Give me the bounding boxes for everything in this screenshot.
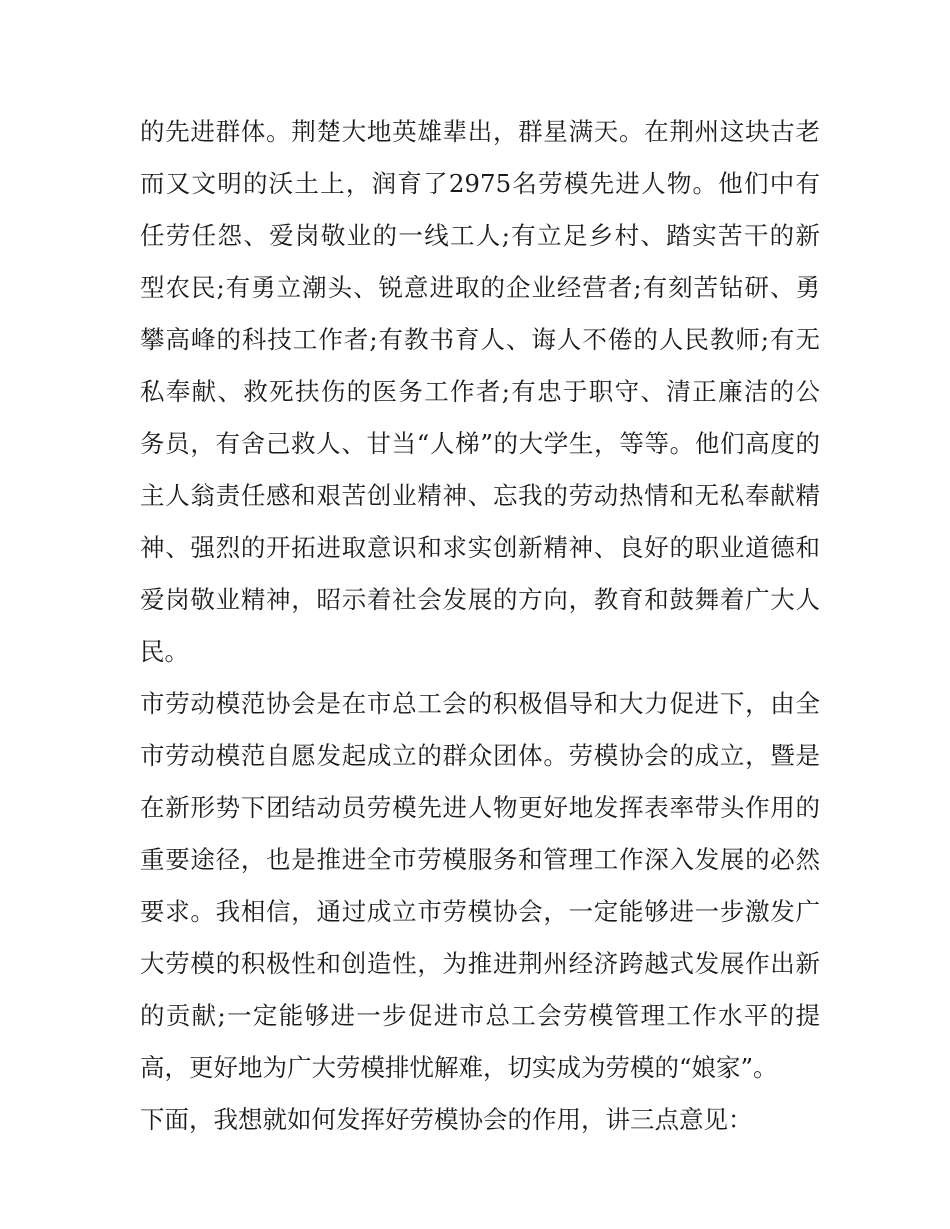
text-line: 重要途径，也是推进全市劳模服务和管理工作深入发展的必然 [140, 845, 820, 874]
paragraph [140, 106, 820, 678]
text-line: 任劳任怨、爱岗敬业的一线工人;有立足乡村、踏实苦干的新 [140, 221, 820, 250]
document-body [140, 106, 820, 1146]
text-line: 而又文明的沃土上，润育了2975名劳模先进人物。他们中有 [140, 169, 820, 198]
text-line: 务员，有舍己救人、甘当“人梯”的大学生，等等。他们高度的 [140, 429, 820, 458]
paragraph [140, 1094, 820, 1146]
text-line: 神、强烈的开拓进取意识和求实创新精神、良好的职业道德和 [140, 533, 820, 562]
text-line: 的先进群体。荆楚大地英雄辈出，群星满天。在荆州这块古老 [140, 117, 820, 146]
text-line: 民。 [140, 637, 189, 666]
text-line: 的贡献;一定能够进一步促进市总工会劳模管理工作水平的提 [140, 1001, 820, 1030]
text-line: 私奉献、救死扶伤的医务工作者;有忠于职守、清正廉洁的公 [140, 377, 820, 406]
text-line: 下面，我想就如何发挥好劳模协会的作用，讲三点意见： [140, 1105, 753, 1134]
text-line: 在新形势下团结动员劳模先进人物更好地发挥表率带头作用的 [140, 793, 820, 822]
text-line: 型农民;有勇立潮头、锐意进取的企业经营者;有刻苦钻研、勇 [140, 273, 820, 302]
text-line: 市劳动模范协会是在市总工会的积极倡导和大力促进下，由全 [140, 689, 820, 718]
text-line: 攀高峰的科技工作者;有教书育人、诲人不倦的人民教师;有无 [140, 325, 820, 354]
text-line: 高，更好地为广大劳模排忧解难，切实成为劳模的“娘家”。 [140, 1053, 778, 1082]
text-line: 要求。我相信，通过成立市劳模协会，一定能够进一步激发广 [140, 897, 820, 926]
text-line: 爱岗敬业精神，昭示着社会发展的方向，教育和鼓舞着广大人 [140, 585, 820, 614]
text-line: 主人翁责任感和艰苦创业精神、忘我的劳动热情和无私奉献精 [140, 481, 820, 510]
text-line: 市劳动模范自愿发起成立的群众团体。劳模协会的成立，暨是 [140, 741, 820, 770]
paragraph [140, 678, 820, 1094]
text-line: 大劳模的积极性和创造性，为推进荆州经济跨越式发展作出新 [140, 949, 820, 978]
